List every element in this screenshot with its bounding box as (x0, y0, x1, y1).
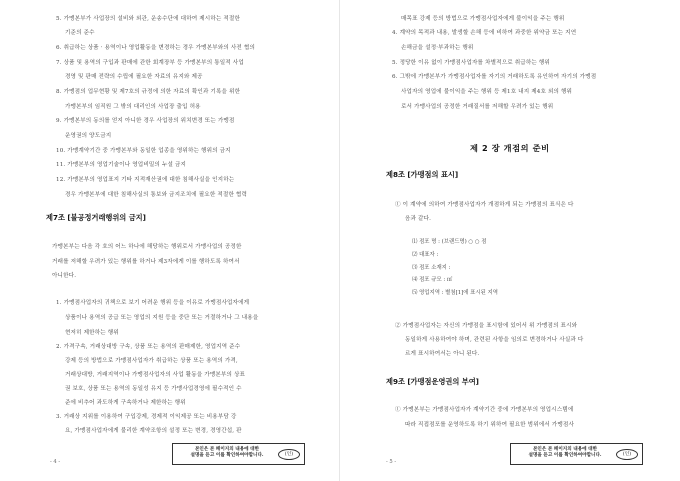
paragraph-line: 동일하게 사용하여야 하며, 관련된 사항을 임의로 변경하거나 사실과 다 (405, 337, 584, 343)
section-7-heading: 제7조 [불공정거래행위의 금지] (46, 213, 146, 222)
chapter-heading: 제 2 장 개점의 준비 (470, 143, 550, 153)
page-number: - 5 - (386, 459, 397, 465)
list-line: 경우 가맹본부에 대한 침해사실의 통보와 금지조치에 필요한 적절한 협력 (65, 192, 248, 198)
store-info-fields (412, 236, 498, 300)
list-line: 7. 상품 및 용역의 구입과 판매에 관한 회계장부 등 가맹본부의 통일적 사업 (56, 60, 244, 66)
list-line: 12. 가맹본부의 영업표지 기타 지적재산권에 대한 침해사실을 인지하는 (56, 177, 235, 183)
list-line: 3. 거래상 지위를 이용하여 구입강제, 경제적 이익제공 또는 비용부담 강 (56, 414, 237, 420)
seal-mark: (인) (616, 449, 638, 460)
list-line: 손해금을 설정·부과하는 행위 (401, 45, 474, 51)
paragraph-line: 따라 직접점포를 운영하도록 하기 위하여 필요한 범위에서 가맹점사 (405, 422, 574, 428)
field-business-area: ⑸ 영업지역 : 별첨[1]에 표시된 지역 (412, 290, 498, 297)
stamp-line-2: 설명을 듣고 이를 확인하여야합니다. (190, 453, 264, 459)
list-line: 6. 취급하는 상품 · 용역이나 영업활동을 변경하는 경우 가맹본부와의 사전 협의 (56, 45, 256, 51)
field-store-name: ⑴ 점포 명 : (브랜드명) ○ ○ 점 (412, 239, 487, 245)
field-store-address: ⑶ 점포 소재지 : (412, 264, 451, 271)
list-line: 운영권의 양도금지 (65, 133, 112, 139)
list-line: 매목표 강제 등의 방법으로 가맹점사업자에게 불이익을 주는 행위 (401, 16, 565, 22)
stamp-line-1: 본인은 본 페이지의 내용에 대한 (532, 447, 598, 452)
list-line: 6. 그밖에 가맹본부가 가맹점사업자를 자기의 거래하도록 유인하여 자기의 가맹점 (392, 74, 597, 80)
stamp-text (177, 447, 277, 460)
section-8-heading: 제8조 [가맹점의 표시] (386, 170, 459, 179)
list-line: 10. 가맹계약기간 중 가맹본부와 동일한 업종을 영위하는 행위의 금지 (56, 148, 231, 154)
paragraph-line: 르게 표시하여서는 아니 된다. (405, 351, 480, 357)
section-9-heading: 제9조 [가맹점운영권의 부여] (386, 377, 479, 386)
list-line: 거래상대방, 거래지역이나 가맹점사업자의 사업 활동을 가맹본부의 상표 (65, 372, 246, 378)
list-line: 준에 비추어 과도하게 구속하거나 제한하는 행위 (65, 400, 186, 406)
paragraph-line: 거래를 저해할 우려가 있는 행위를 하거나 제3자에게 이를 행하도록 하여서 (52, 259, 240, 265)
list-line: 상품이나 용역의 공급 또는 영업의 지원 등을 중단 또는 거절하거나 그 내용을 (65, 315, 259, 321)
list-line: 강제 등의 방법으로 가맹점사업자가 취급하는 상품 또는 용역의 가격, (65, 358, 238, 364)
paragraph-line: 가맹본부는 다음 각 호의 어느 하나에 해당하는 행위로서 가맹사업의 공정한 (52, 244, 242, 250)
list-line: 2. 가격구속, 거래상대방 구속, 상품 또는 용역의 판매제한, 영업지역 준수 (56, 344, 241, 350)
paragraph-line: 아니한다. (52, 273, 77, 279)
stamp-line-2: 설명을 듣고 이를 확인하여야합니다. (528, 453, 602, 459)
seal-mark: (인) (278, 449, 300, 460)
list-line: 1. 가맹점사업자의 귀책으로 보기 어려운 행위 등을 이유로 가맹점사업자에게 (56, 300, 250, 306)
list-line: 경영 및 판매 전략의 수립에 필요한 자료의 유지와 제공 (65, 74, 203, 80)
list-line: 4. 계약의 목적과 내용, 발생할 손해 등에 비하여 과중한 위약금 또는 지연 (392, 30, 577, 36)
confirmation-stamp (510, 443, 643, 465)
page-number: - 4 - (50, 459, 61, 465)
list-line: 8. 가맹점의 업무현황 및 제7호의 규정에 의한 자료의 확인과 기록을 위한 (56, 89, 241, 95)
field-store-size: ⑷ 점포 규모 : ㎡ (412, 277, 453, 284)
list-line: 가맹본부의 임직원 그 밖의 대리인의 사업장 출입 허용 (65, 104, 201, 110)
list-line: 로서 가맹사업의 공정한 거래질서를 저해할 우려가 있는 행위 (401, 104, 554, 110)
paragraph-line: ① 가맹본부는 가맹점사업자가 계약기간 중에 가맹본부의 영업시스템에 (395, 407, 574, 413)
paragraph-line: ② 가맹점사업자는 자신의 가맹점을 표시함에 있어서 위 가맹점의 표시와 (395, 323, 578, 329)
stamp-line-1: 본인은 본 페이지의 내용에 대한 (194, 447, 260, 452)
list-line: 11. 가맹본부의 영업기술이나 영업비밀의 누설 금지 (56, 162, 187, 168)
list-line: 요, 가맹점사업자에게 불리한 계약조항의 설정 또는 변경, 경영간섭, 판 (65, 428, 242, 434)
list-line: 9. 가맹본부의 동의를 얻지 아니한 경우 사업장의 위치변경 또는 가맹점 (56, 118, 235, 124)
paragraph-line: 음과 같다. (405, 216, 432, 222)
list-line: 사업자의 영업에 불이익을 주는 행위 등 제1호 내지 제4호 외의 행위 (401, 89, 573, 95)
list-line: 5. 정당한 이유 없이 가맹점사업자를 차별적으로 취급하는 행위 (392, 60, 550, 66)
stamp-text (515, 447, 615, 460)
list-line: 권 보호, 상품 또는 용역의 동일성 유지 등 가맹사업경영에 필수적인 수 (65, 386, 242, 392)
paragraph-line: ① 이 계약에 의하여 가맹점사업자가 개점하게 되는 가맹점의 표식은 다 (395, 202, 574, 208)
list-line: 현저히 제한하는 행위 (65, 330, 119, 336)
list-line: 5. 가맹본부가 사업장의 설비와 외관, 운송수단에 대하여 제시하는 적절한 (56, 16, 241, 22)
confirmation-stamp (172, 443, 305, 465)
right-page (340, 0, 680, 481)
list-line: 기준의 준수 (65, 30, 95, 36)
field-representative: ⑵ 대표자 : (412, 251, 439, 258)
